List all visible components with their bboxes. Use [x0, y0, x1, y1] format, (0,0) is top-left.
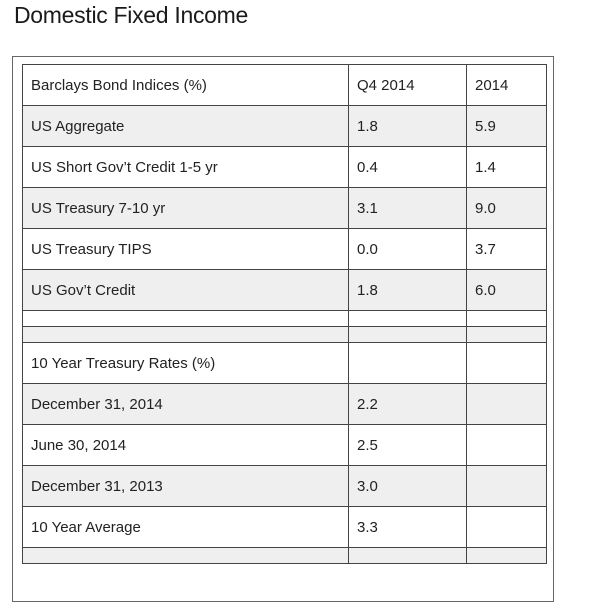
q4-2014-value: [349, 311, 467, 327]
q4-2014-value: 0.0: [349, 229, 467, 270]
row-label: June 30, 2014: [23, 425, 349, 466]
q4-2014-value: 0.4: [349, 147, 467, 188]
row-label: [23, 548, 349, 564]
table-row: [23, 384, 547, 425]
row-label: US Treasury 7-10 yr: [23, 188, 349, 229]
table-row: [23, 65, 547, 106]
q4-2014-value: [349, 343, 467, 384]
row-label: December 31, 2013: [23, 466, 349, 507]
table-row: [23, 343, 547, 384]
q4-2014-value: [349, 548, 467, 564]
q4-2014-value: 2.5: [349, 425, 467, 466]
table-row: [23, 106, 547, 147]
q4-2014-value: 1.8: [349, 270, 467, 311]
table-row: [23, 147, 547, 188]
year-2014-value: 2014: [467, 65, 547, 106]
row-label: [23, 327, 349, 343]
row-label: US Aggregate: [23, 106, 349, 147]
row-label: 10 Year Average: [23, 507, 349, 548]
bond-table-body: [23, 65, 547, 564]
q4-2014-value: 2.2: [349, 384, 467, 425]
table-row: [23, 466, 547, 507]
bond-table: [22, 64, 547, 564]
year-2014-value: 9.0: [467, 188, 547, 229]
row-label: 10 Year Treasury Rates (%): [23, 343, 349, 384]
page-title: Domestic Fixed Income: [14, 2, 248, 28]
row-label: Barclays Bond Indices (%): [23, 65, 349, 106]
spacer-row: [23, 548, 547, 564]
row-label: US Short Gov’t Credit 1-5 yr: [23, 147, 349, 188]
year-2014-value: 1.4: [467, 147, 547, 188]
year-2014-value: [467, 425, 547, 466]
year-2014-value: 5.9: [467, 106, 547, 147]
spacer-row: [23, 327, 547, 343]
year-2014-value: [467, 548, 547, 564]
row-label: US Treasury TIPS: [23, 229, 349, 270]
q4-2014-value: 3.1: [349, 188, 467, 229]
year-2014-value: [467, 466, 547, 507]
row-label: [23, 311, 349, 327]
table-row: [23, 270, 547, 311]
row-label: US Gov’t Credit: [23, 270, 349, 311]
table-row: [23, 425, 547, 466]
table-row: [23, 188, 547, 229]
q4-2014-value: 1.8: [349, 106, 467, 147]
table-row: [23, 507, 547, 548]
row-label: December 31, 2014: [23, 384, 349, 425]
q4-2014-value: [349, 327, 467, 343]
year-2014-value: [467, 343, 547, 384]
q4-2014-value: 3.3: [349, 507, 467, 548]
q4-2014-value: Q4 2014: [349, 65, 467, 106]
year-2014-value: [467, 311, 547, 327]
year-2014-value: [467, 327, 547, 343]
table-row: [23, 229, 547, 270]
year-2014-value: 6.0: [467, 270, 547, 311]
year-2014-value: [467, 507, 547, 548]
year-2014-value: 3.7: [467, 229, 547, 270]
q4-2014-value: 3.0: [349, 466, 467, 507]
year-2014-value: [467, 384, 547, 425]
spacer-row: [23, 311, 547, 327]
